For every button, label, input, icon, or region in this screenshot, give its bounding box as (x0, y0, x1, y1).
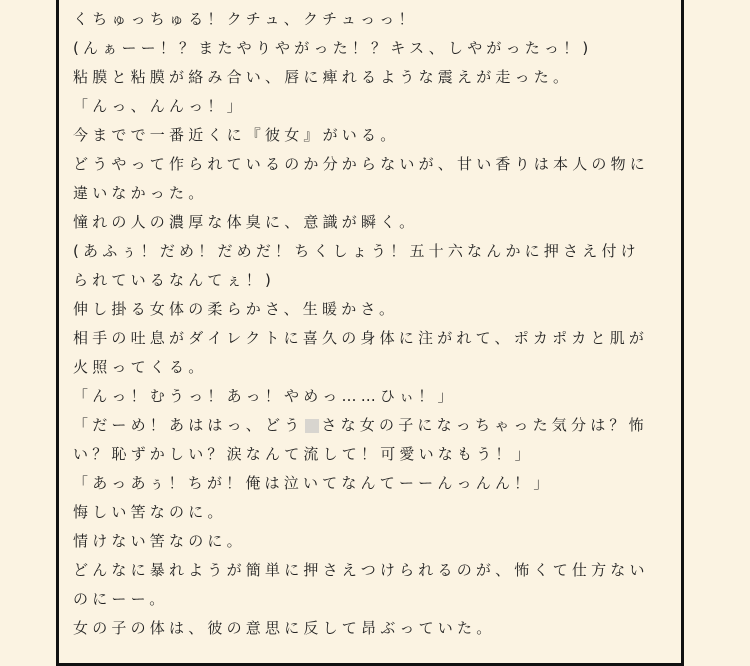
censored-line-before: 「だーめ！あははっ、どう (73, 416, 304, 434)
text-line: 女の子の体は、彼の意思に反して昂ぶっていた。 (73, 619, 496, 637)
novel-page (56, 0, 684, 666)
text-line: 「あっあぅ！ちが！俺は泣いてなんてーーんっんん！」 (73, 474, 553, 492)
text-line: 憧れの人の濃厚な体臭に、意識が瞬く。 (73, 213, 419, 231)
text-line: どうやって作られているのか分からないが、甘い香りは本人の物に (73, 155, 650, 173)
text-line: 今までで一番近くに『彼女』がいる。 (73, 126, 400, 144)
text-line: い？恥ずかしい？涙なんて流して！可愛いなもう！」 (73, 445, 534, 463)
text-line: 違いなかった。 (73, 184, 208, 202)
censor-block (305, 419, 319, 433)
text-line: 「んっ！むうっ！あっ！やめっ……ひぃ！」 (73, 387, 457, 405)
text-line: (あふぅ！だめ！だめだ！ちくしょう！五十六なんかに押さえ付け (73, 242, 640, 260)
text-line: のにーー。 (73, 590, 169, 608)
censored-line-after: さな女の子になっちゃった気分は？怖 (321, 416, 648, 434)
text-line: 相手の吐息がダイレクトに喜久の身体に注がれて、ポカポカと肌が (73, 329, 649, 347)
text-line: 悔しい筈なのに。 (73, 503, 227, 521)
text-line: 粘膜と粘膜が絡み合い、唇に痺れるような震えが走った。 (73, 68, 573, 86)
novel-text (73, 5, 673, 643)
text-line-censored (73, 411, 673, 440)
text-line: 火照ってくる。 (73, 358, 208, 376)
text-line: くちゅっちゅる！クチュ、クチュっっ！ (73, 10, 418, 28)
text-line: 伸し掛る女体の柔らかさ、生暖かさ。 (73, 300, 399, 318)
text-line: (んぁーー！？またやりやがった！？キス、しやがったっ！) (73, 39, 593, 57)
text-line: られているなんてぇ！) (73, 271, 276, 289)
text-line: どんなに暴れようが簡単に押さえつけられるのが、怖くて仕方ない (73, 561, 649, 579)
text-line: 「んっ、んんっ！」 (73, 97, 246, 115)
text-line: 情けない筈なのに。 (73, 532, 246, 550)
